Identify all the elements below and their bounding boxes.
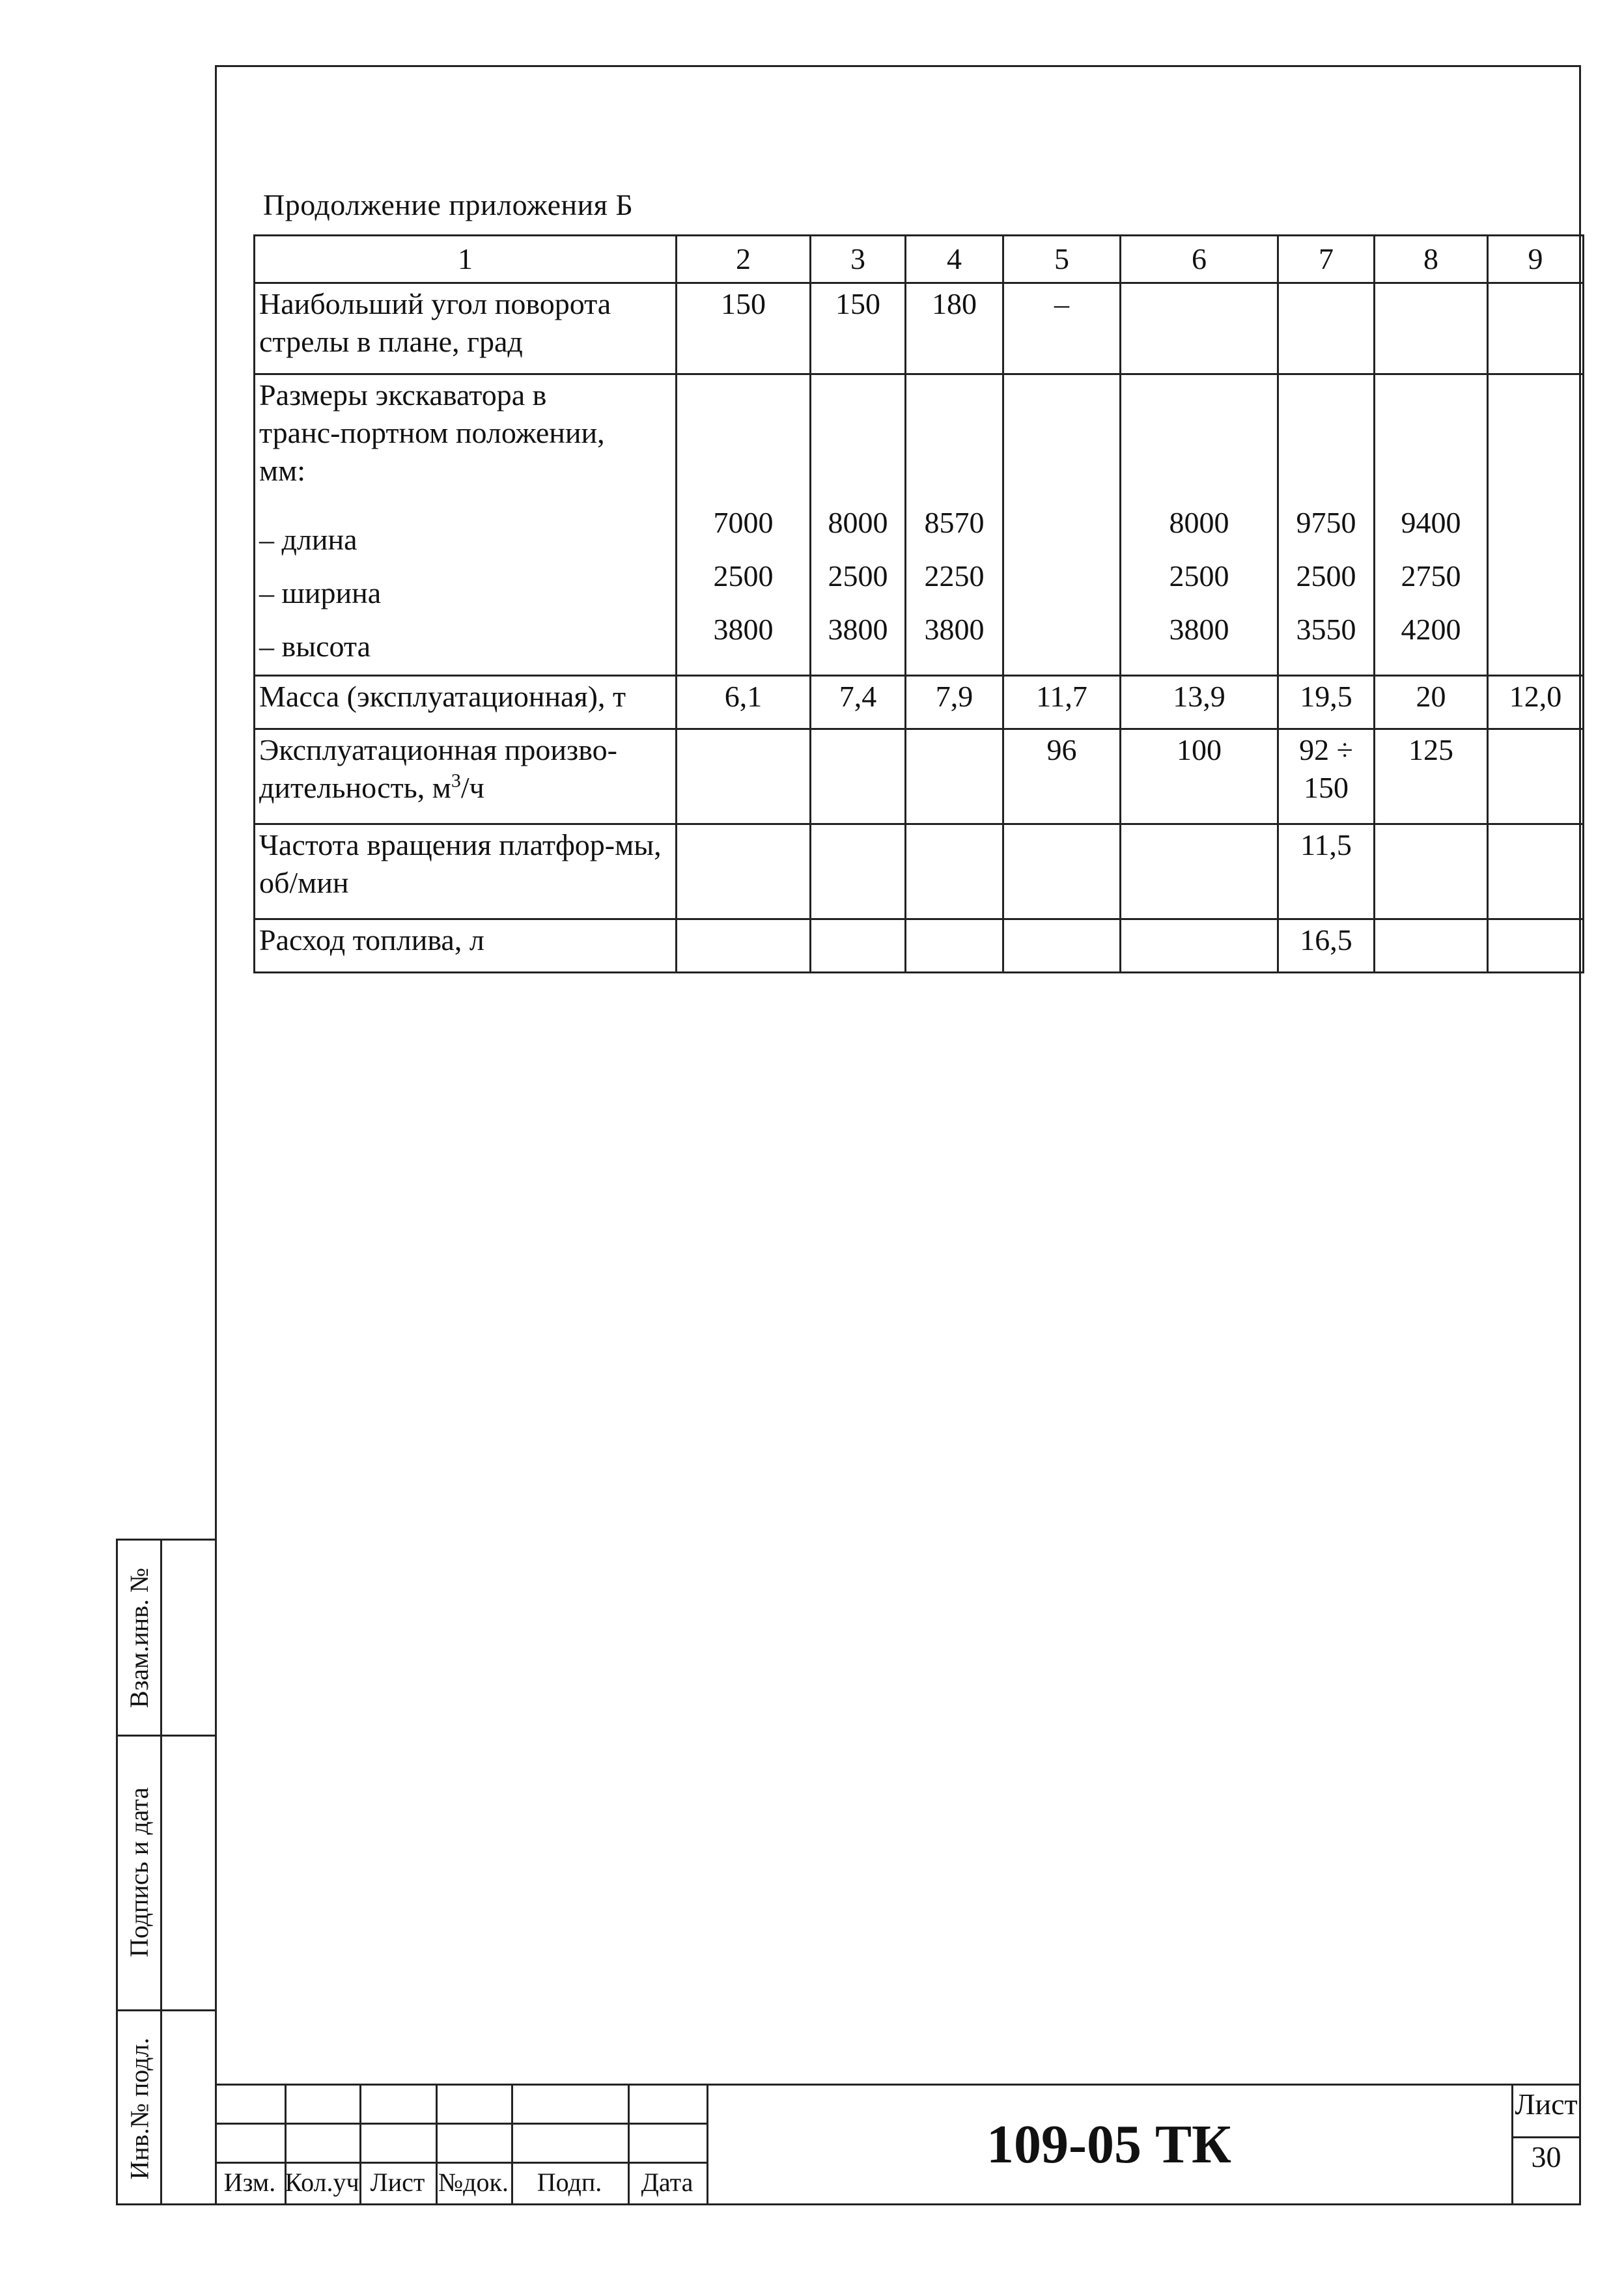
table-continuation-title: Продолжение приложения Б	[263, 188, 634, 221]
dim-value: 4200	[1401, 613, 1461, 646]
table-row-rotation	[255, 824, 1584, 919]
dim-value: 3800	[713, 613, 774, 646]
sub-label-height: – высота	[259, 630, 371, 663]
dimensions-heading: Размеры экскаватора в транс-портном положении, мм:	[259, 378, 605, 487]
cell: 150	[811, 283, 906, 374]
side-stamp-divider	[160, 1541, 162, 2203]
cell	[906, 374, 1003, 676]
dim-value: 3800	[1169, 613, 1229, 646]
dim-value: 2500	[1169, 559, 1229, 593]
cell	[906, 919, 1003, 973]
cell	[677, 374, 811, 676]
cell	[906, 729, 1003, 824]
label-text: /ч	[460, 771, 484, 804]
sub-label-length: – длина	[259, 523, 357, 556]
cell: 6,1	[677, 676, 811, 729]
cell	[1488, 919, 1584, 973]
dim-value: 7000	[713, 506, 774, 539]
side-stamp	[116, 1539, 215, 2205]
replacement-inventory-label: Взам.инв. №	[124, 1567, 154, 1708]
cell: 11,5	[1278, 824, 1375, 919]
dim-value: 8570	[924, 506, 985, 539]
cell: –	[1003, 283, 1121, 374]
cell: 20	[1375, 676, 1488, 729]
cell: 180	[906, 283, 1003, 374]
cell	[677, 824, 811, 919]
col-label-data: Дата	[641, 2168, 693, 2197]
header-cell: 1	[255, 236, 677, 283]
document-code: 109-05 ТК	[987, 2114, 1231, 2175]
header-cell: 8	[1375, 236, 1488, 283]
row-label	[255, 374, 677, 676]
cell: 150	[677, 283, 811, 374]
table-row-fuel	[255, 919, 1584, 973]
cell	[811, 824, 906, 919]
cell	[677, 919, 811, 973]
dim-value: 8000	[1169, 506, 1229, 539]
header-cell: 2	[677, 236, 811, 283]
header-cell: 4	[906, 236, 1003, 283]
dim-value: 9400	[1401, 506, 1461, 539]
label-text: Эксплуатационная произво-дительность, м	[259, 733, 617, 804]
col-label-kol: Кол.уч	[285, 2168, 359, 2197]
dim-value: 2500	[713, 559, 774, 593]
cell	[1375, 374, 1488, 676]
header-cell: 3	[811, 236, 906, 283]
cell	[677, 729, 811, 824]
dim-value: 2250	[924, 559, 985, 593]
dim-value: 2500	[1296, 559, 1356, 593]
dim-value: 8000	[828, 506, 888, 539]
header-cell: 5	[1003, 236, 1121, 283]
header-cell: 7	[1278, 236, 1375, 283]
sub-label-width: – ширина	[259, 576, 382, 609]
cell	[1375, 283, 1488, 374]
dim-value: 3550	[1296, 613, 1356, 646]
cell	[1121, 283, 1278, 374]
row-label: Расход топлива, л	[255, 919, 677, 973]
row-label: Масса (эксплуатационная), т	[255, 676, 677, 729]
col-label-izm: Изм.	[223, 2168, 276, 2197]
cell	[811, 919, 906, 973]
cell	[1488, 824, 1584, 919]
label-superscript: 3	[451, 770, 461, 792]
cell: 7,4	[811, 676, 906, 729]
cell: 12,0	[1488, 676, 1584, 729]
cell	[1003, 374, 1121, 676]
cell	[1488, 374, 1584, 676]
cell	[811, 729, 906, 824]
row-label: Частота вращения платфор-мы, об/мин	[255, 824, 677, 919]
cell: 92 ÷ 150	[1278, 729, 1375, 824]
cell	[1278, 283, 1375, 374]
specification-table	[253, 234, 1584, 973]
cell	[1003, 919, 1121, 973]
cell: 100	[1121, 729, 1278, 824]
header-cell: 9	[1488, 236, 1584, 283]
table-row-productivity	[255, 729, 1584, 824]
cell: 13,9	[1121, 676, 1278, 729]
table-row-mass	[255, 676, 1584, 729]
cell: 7,9	[906, 676, 1003, 729]
table-header-row	[255, 236, 1584, 283]
cell	[1003, 824, 1121, 919]
row-label: Наибольший угол поворота стрелы в плане, град	[255, 283, 677, 374]
sheet-label: Лист	[1515, 2088, 1578, 2121]
cell: 16,5	[1278, 919, 1375, 973]
signature-date-label: Подпись и дата	[124, 1787, 154, 1957]
col-label-podp: Подп.	[537, 2168, 602, 2197]
row-label	[255, 729, 677, 824]
cell	[1121, 824, 1278, 919]
dim-value: 9750	[1296, 506, 1356, 539]
cell	[1121, 374, 1278, 676]
cell: 96	[1003, 729, 1121, 824]
cell: 11,7	[1003, 676, 1121, 729]
cell	[1121, 919, 1278, 973]
header-cell: 6	[1121, 236, 1278, 283]
dim-value: 2750	[1401, 559, 1461, 593]
cell: 125	[1375, 729, 1488, 824]
table-row-boom-angle	[255, 283, 1584, 374]
col-label-ndok: №док.	[438, 2168, 509, 2197]
cell	[1278, 374, 1375, 676]
dim-value: 3800	[828, 613, 888, 646]
cell	[1375, 919, 1488, 973]
col-label-list: Лист	[370, 2168, 425, 2197]
dim-value: 3800	[924, 613, 985, 646]
cell	[906, 824, 1003, 919]
table-row-dimensions	[255, 374, 1584, 676]
cell	[1375, 824, 1488, 919]
cell	[1488, 283, 1584, 374]
original-inventory-label: Инв.№ подл.	[124, 2037, 154, 2179]
dim-value: 2500	[828, 559, 888, 593]
cell	[811, 374, 906, 676]
cell: 19,5	[1278, 676, 1375, 729]
cell	[1488, 729, 1584, 824]
sheet-number: 30	[1531, 2140, 1561, 2173]
